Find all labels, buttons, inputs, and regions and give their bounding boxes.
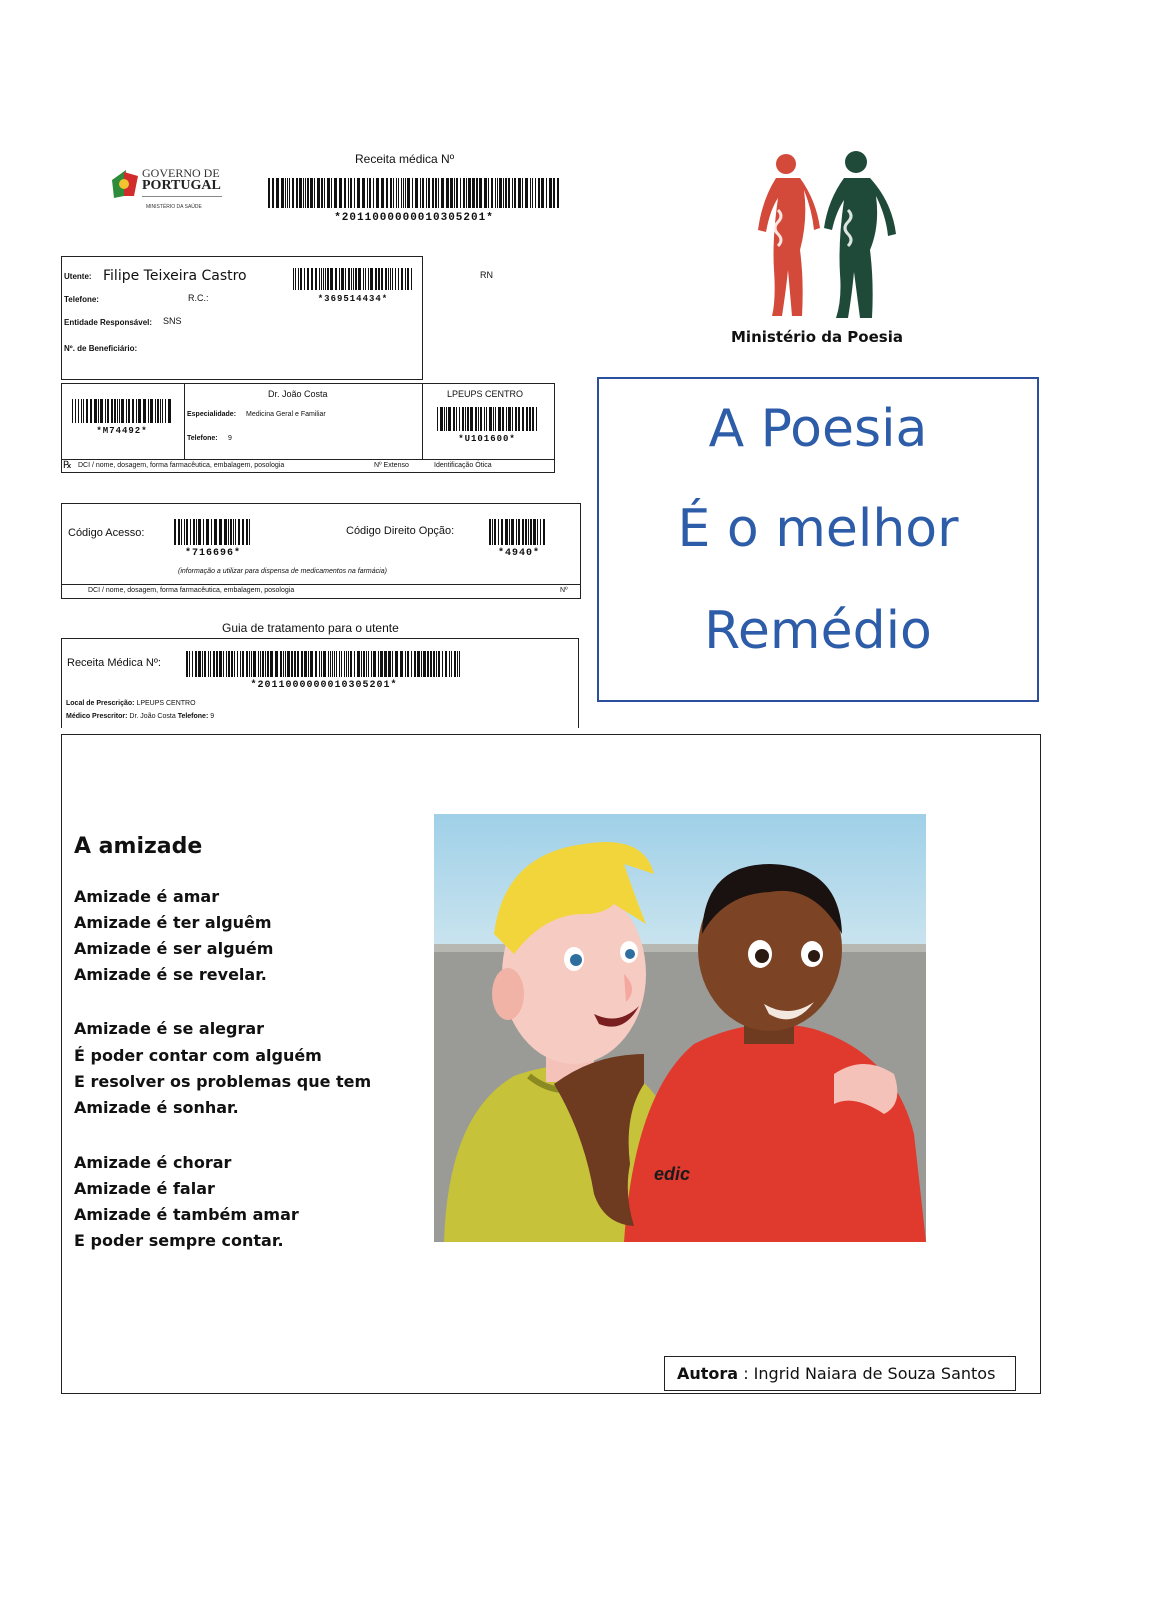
acesso-dci-line: DCI / nome, dosagem, forma farmacêutica, embalagem, posologia [88, 587, 295, 594]
author-label: Autora [677, 1364, 739, 1383]
local-barcode [437, 407, 537, 431]
gov-line2: PORTUGAL [142, 178, 221, 193]
poem-line: Amizade é ser alguém [74, 939, 274, 958]
poster-line1: A Poesia [708, 399, 928, 459]
poem-line: Amizade é falar [74, 1179, 215, 1198]
rc-label: R.C.: [188, 293, 209, 303]
poem-line: É poder contar com alguém [74, 1046, 322, 1065]
author-separator: : [738, 1364, 754, 1383]
beneficiario-label: Nº. de Beneficiário: [64, 344, 138, 353]
medico-dci-line: DCI / nome, dosagem, forma farmacêutica, embalagem, posologia [78, 462, 285, 469]
utente-barcode [293, 268, 413, 290]
codigo-acesso-label: Código Acesso: [68, 527, 145, 539]
poster-box [597, 377, 1039, 702]
guia-title: Guia de tratamento para o utente [222, 621, 399, 635]
ministerio-label: Ministério da Poesia [731, 328, 903, 346]
poem-title: A amizade [74, 834, 203, 859]
guia-barcode [186, 651, 462, 677]
acesso-n-label: Nº [560, 587, 568, 594]
entidade-label: Entidade Responsável: [64, 318, 153, 327]
poem-line: Amizade é se alegrar [74, 1019, 265, 1038]
guia-medico [66, 713, 214, 720]
poem-line: Amizade é sonhar. [74, 1098, 239, 1117]
receita-title: Receita médica Nº [355, 152, 455, 166]
identificacao-otica: Identificação Ótica [434, 462, 492, 469]
governo-portugal-logo [108, 164, 228, 214]
guia-local-label: Local de Prescrição: [66, 700, 135, 707]
codigo-direito-barcode [489, 519, 547, 545]
gov-line3: MINISTÉRIO DA SAÚDE [146, 204, 202, 210]
local-name: LPEUPS CENTRO [447, 389, 524, 399]
two-friends-image [434, 814, 926, 1242]
rx-icon: ℞ [63, 460, 72, 471]
medico-name: Dr. João Costa [268, 389, 328, 399]
telefone-label: Telefone: [64, 295, 99, 304]
poem-line: Amizade é também amar [74, 1205, 299, 1224]
portugal-flag-icon [108, 166, 142, 202]
poem-line: Amizade é ter alguêm [74, 913, 272, 932]
info-note: (informação a utilizar para dispensa de medicamentos na farmácia) [178, 568, 387, 575]
guia-receita-number: *2011000000010305201* [250, 680, 398, 691]
poem-line: E poder sempre contar. [74, 1231, 284, 1250]
local-barcode-number: *U101600* [458, 434, 516, 444]
codigo-acesso-number: *716696* [184, 548, 241, 559]
ministerio-poesia-logo [752, 150, 912, 322]
guia-local [66, 700, 196, 707]
guia-telefone-value: 9 [210, 713, 215, 720]
author-box [664, 1356, 1016, 1391]
poem-line: Amizade é chorar [74, 1153, 232, 1172]
utente-barcode-number: *369514434* [317, 294, 389, 304]
gov-line1: GOVERNO DE [142, 166, 220, 180]
utente-name: Filipe Teixeira Castro [103, 268, 247, 284]
codigo-direito-label: Código Direito Opção: [346, 525, 455, 537]
receita-barcode [268, 178, 560, 208]
medico-barcode-number: *M74492* [96, 426, 148, 436]
especialidade-label: Especialidade: [187, 411, 237, 418]
poster-line3: Remédio [704, 601, 932, 661]
medico-barcode [72, 399, 172, 423]
author-name: Ingrid Naiara de Souza Santos [753, 1364, 996, 1383]
medico-telefone-value: 9 [228, 435, 232, 442]
receita-number: *2011000000010305201* [334, 212, 494, 224]
utente-label: Utente: [64, 272, 92, 281]
guia-telefone-label: Telefone: [177, 713, 209, 720]
codigo-direito-number: *4940* [497, 548, 540, 559]
medico-telefone-label: Telefone: [187, 435, 218, 442]
poem-line: Amizade é amar [74, 887, 220, 906]
two-figures-icon [752, 150, 912, 322]
guia-receita-label: Receita Médica Nº: [67, 657, 161, 669]
edic-brand: edic [654, 1164, 691, 1184]
rn-label: RN [480, 270, 493, 280]
poem-line: Amizade é se revelar. [74, 965, 267, 984]
guia-medico-value: Dr. João Costa [129, 713, 176, 720]
poster-line2: É o melhor [677, 499, 959, 559]
poem-line: E resolver os problemas que tem [74, 1072, 372, 1091]
n-extenso: Nº Extenso [374, 462, 409, 469]
guia-medico-label: Médico Prescritor: [66, 713, 128, 720]
codigo-acesso-barcode [174, 519, 250, 545]
entidade-value: SNS [163, 316, 182, 326]
especialidade-value: Medicina Geral e Familiar [246, 411, 326, 418]
friends-illustration [434, 814, 926, 1242]
guia-local-value: LPEUPS CENTRO [136, 700, 196, 707]
